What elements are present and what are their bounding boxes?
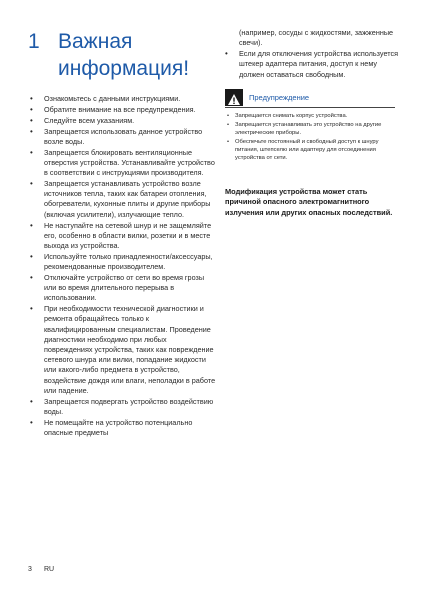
- warning-item: • Запрещается снимать корпус устройства.: [225, 112, 395, 120]
- list-item: • Не наступайте на сетевой шнур и не защемляйте его, особенно в области вилки, розетки и в месте выхода из устройства.: [27, 221, 217, 252]
- section-number: 1: [28, 30, 40, 53]
- warning-body: [225, 108, 395, 162]
- list-item: • Следуйте всем указаниям.: [27, 116, 217, 126]
- warning-item: • Обеспечьте постоянный и свободный доступ к шнуру питания, штепселю или адаптеру для отсоединения устройства от сети.: [225, 138, 395, 162]
- warning-item: • Запрещается устанавливать это устройство на другие электрические приборы.: [225, 121, 395, 137]
- modification-note: Модификация устройства может стать причиной опасного электромагнитного излучения или других опасных последствий.: [225, 186, 393, 217]
- list-item: • Запрещается устанавливать устройство возле источников тепла, таких как батареи отопления, обогреватели, кухонные плиты и другие приборы (включая усилители), излучающие тепло.: [27, 179, 217, 220]
- right-column: [222, 28, 399, 218]
- warning-icon: [225, 89, 243, 106]
- list-item: • Отключайте устройство от сети во время грозы или во время длительного перерыва в использовании.: [27, 273, 217, 304]
- warning-box: [225, 89, 395, 162]
- warning-title: Предупреждение: [249, 93, 310, 103]
- list-item-continuation: (например, сосуды с жидкостями, зажженные свечи).: [239, 28, 394, 48]
- list-item: • Если для отключения устройства используется штекер адаптера питания, доступ к нему должен оставаться свободным.: [222, 49, 399, 80]
- list-item: • Запрещается подвергать устройство воздействию воды.: [27, 397, 217, 417]
- page-number: 3: [28, 566, 32, 573]
- list-item: • Ознакомьтесь с данными инструкциями.: [27, 94, 217, 104]
- list-item: • При необходимости технической диагностики и ремонта обращайтесь только к квалифицированным специалистам. Проведение диагностики необходимо при любых повреждениях устройства, таких как повреждение сетевого шнура или вилки, попадание жидкости или какого-либо предмета в устройство, воздействие дождя или влаги, неполадки в работе или падение.: [27, 304, 217, 396]
- list-item: • Обратите внимание на все предупреждения.: [27, 105, 217, 115]
- safety-list: [27, 94, 217, 438]
- language-code: RU: [44, 566, 55, 573]
- left-column: [27, 94, 217, 439]
- section-title: Важная информация!: [58, 30, 190, 80]
- safety-list-continued: [222, 49, 399, 80]
- list-item: • Не помещайте на устройство потенциально опасные предметы: [27, 418, 217, 438]
- list-item: • Используйте только принадлежности/аксессуары, рекомендованные производителем.: [27, 252, 217, 272]
- warning-header: [225, 89, 395, 108]
- list-item: • Запрещается использовать данное устройство возле воды.: [27, 127, 217, 147]
- list-item: • Запрещается блокировать вентиляционные отверстия устройства. Устанавливайте устройство в соответствии с инструкциями производителя.: [27, 148, 217, 179]
